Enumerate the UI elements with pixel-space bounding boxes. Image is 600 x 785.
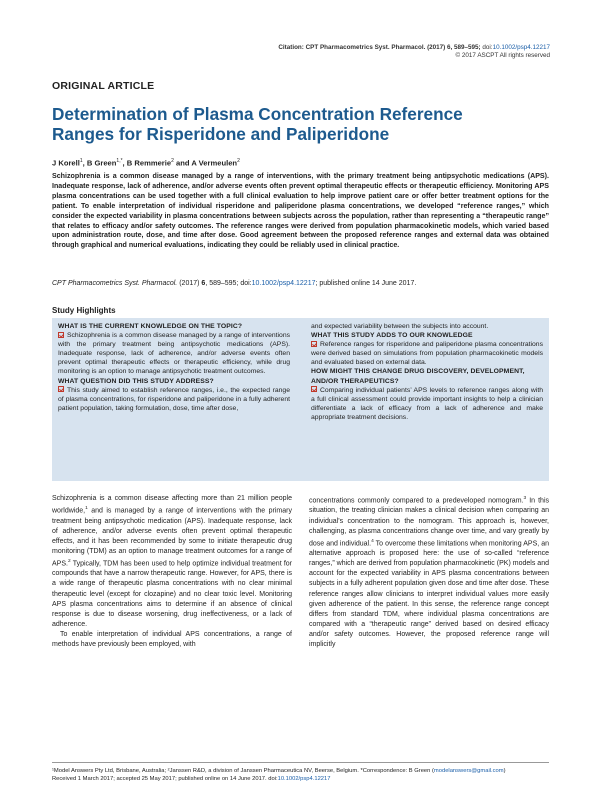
footnote-close: ): [503, 768, 506, 774]
footnote-divider: [52, 762, 549, 763]
reference-marker[interactable]: 1: [85, 506, 88, 512]
highlight-continuation: and expected variability between the subjects into account.: [311, 323, 489, 330]
highlight-answer: [58, 331, 290, 376]
author-affiliation: 2: [171, 158, 174, 164]
highlight-answer-text: Schizophrenia is a common disease managed by a range of interventions with the primary treatment being antipsychotic medications (APS). Inadequate response, lack of adherence, and/or adverse events often prevent optimal therapeutic effects or therapeutic efficiency, while drug monitoring is an option to manage antipsychotic treatment outcomes.: [58, 332, 290, 376]
abstract-citation-published: ; published online 14 June 2017.: [315, 280, 417, 287]
highlight-answer-text: This study aimed to establish reference ranges, i.e., the expected range of plasma concentrations, for risperidone and paliperidone in a fully adherent patient population, taking formulation, dose, time after dose,: [58, 386, 290, 412]
highlight-answer-text: Comparing individual patients’ APS levels to reference ranges along with a full clinical assessment could provide important insights to help a clinician differentiate a lack of efficacy from a lack of adherence and make appropriate treatment decisions.: [311, 386, 543, 421]
highlights-right-column: [311, 322, 543, 422]
highlight-answer-text: Reference ranges for risperidone and paliperidone plasma concentrations were derived based on simulations from population pharmacokinetic models and evaluated based on external data.: [311, 341, 543, 367]
highlight-question: WHAT THIS STUDY ADDS TO OUR KNOWLEDGE: [311, 332, 473, 340]
author-affiliation: 1: [79, 158, 83, 164]
author-list: [52, 158, 240, 168]
citation-doi-prefix: doi:: [482, 44, 493, 51]
body-paragraph: To enable interpretation of individual APS concentrations, a range of methods have previously been employed, with: [52, 630, 292, 648]
abstract-citation-volume: 6: [201, 280, 206, 287]
citation-copyright: © 2017 ASCPT All rights reserved: [455, 52, 550, 59]
abstract-citation-year: (2017): [179, 280, 200, 287]
body-text: In this situation, the treating clinician makes a clinical decision when comparing an individual’s concentration to the nomogram. This approach is, however, challenging, as plasma concentrations change over time, and vary greatly by dose and individual.: [309, 497, 550, 548]
abstract: Schizophrenia is a common disease managed by a range of interventions, with the primary treatment being antipsychotic medications (APS). Inadequate response, lack of adherence, and/or adverse events often prevent optimal therapeutic effects or therapeutic efficiency. Monitoring APS plasma concentrations can be used together with a full clinical evaluation to help improve patient care or offer better treatment options for the patient. To enable interpretation of individual risperidone and paliperidone plasma concentrations, we developed “reference ranges,” which consider the expected variability in plasma concentrations between subjects across the population, rather than representing a “therapeutic range” that relates to efficacy and/or safety outcomes. The reference ranges were derived from population pharmacokinetic models, which varied based upon administration route, dose, and time after dose. Good agreement between the proposed reference ranges and external data was obtained through graphical and numerical evaluations, indicating they could be reliably used in clinical practice.: [52, 172, 549, 250]
study-highlights-box: [52, 318, 549, 481]
body-column-left: [52, 494, 292, 650]
checkbox-icon: [58, 332, 64, 338]
highlight-answer: [58, 386, 290, 413]
citation-journal: CPT Pharmacometrics Syst. Pharmacol.: [305, 44, 426, 51]
citation-block: [230, 44, 550, 60]
footnote-received: Received 1 March 2017; accepted 25 May 2017; published online on 14 June 2017. doi:: [52, 775, 278, 782]
highlight-answer: [311, 340, 543, 367]
reference-marker[interactable]: 2: [67, 558, 71, 564]
checkbox-icon: [311, 386, 317, 392]
author-name: A Vermeulen: [191, 158, 238, 168]
study-highlights-heading: Study Highlights: [52, 306, 116, 315]
body-text: Typically, TDM has been used to help optimize individual treatment for compounds that have a narrow therapeutic range. However, for APS, there is a wide range of therapeutic plasma concentrations with no clear minimal therapeutic level (except for clozapine) and no clear toxic level. Monitoring APS plasma concentrations aims to determine if an absence of clinical response is due to disease worsening, drug ineffectiveness, or a lack of adherence.: [52, 560, 292, 628]
correspondence-email[interactable]: modelanswers@gmail.com: [433, 768, 504, 774]
author-name: B Remmerie: [126, 158, 172, 168]
abstract-citation-doi[interactable]: 10.1002/psp4.12217: [251, 280, 316, 287]
author-separator: ,: [82, 158, 87, 168]
reference-marker[interactable]: 4: [371, 538, 374, 544]
author-name: B Green: [86, 158, 117, 168]
highlight-question: WHAT QUESTION DID THIS STUDY ADDRESS?: [58, 377, 214, 385]
article-type: ORIGINAL ARTICLE: [52, 80, 155, 92]
author-name: J Korell: [52, 158, 80, 168]
checkbox-icon: [58, 386, 64, 392]
highlight-question: HOW MIGHT THIS CHANGE DRUG DISCOVERY, DEVELOPMENT, AND/OR THERAPEUTICS?: [311, 368, 525, 385]
footnote-doi[interactable]: 10.1002/psp4.12217: [277, 775, 331, 782]
abstract-citation: [52, 279, 549, 288]
reference-marker[interactable]: 3: [523, 496, 527, 501]
highlight-question: WHAT IS THE CURRENT KNOWLEDGE ON THE TOPIC?: [58, 323, 243, 330]
abstract-citation-journal: CPT Pharmacometrics Syst. Pharmacol.: [52, 280, 178, 287]
abstract-citation-pages: , 589–595; doi:: [205, 280, 252, 287]
checkbox-icon: [311, 341, 317, 347]
footnote-affiliations: ¹Model Answers Pty Ltd, Brisbane, Australia; ²Janssen R&D, a division of Janssen Pharmaceutica NV, Beerse, Belgium. *Correspondence: B Green (: [52, 768, 434, 774]
author-separator: and: [173, 158, 192, 168]
author-affiliation: 1,*: [116, 158, 123, 164]
author-separator: ,: [122, 158, 127, 168]
citation-doi-link[interactable]: 10.1002/psp4.12217: [492, 44, 550, 51]
body-text: and is managed by a range of interventions with the primary treatment being antipsychotic medication (APS). Inadequate response, lack of adherence, and/or adverse events often prevent optimal therapeutic effects, and it has been recommended by some to initiate therapeutic drug monitoring (TDM) as an option to manage treatment outcomes for a range of APS.: [52, 507, 292, 568]
citation-volume: (2017) 6, 589–595;: [427, 44, 481, 51]
body-text: Schizophrenia is a common disease affecting more than 21 million people worldwide,: [52, 495, 292, 515]
footnote: [52, 768, 549, 783]
article-title: Determination of Plasma Concentration Reference Ranges for Risperidone and Paliperidone: [52, 104, 463, 144]
highlights-left-column: [58, 322, 290, 413]
body-text: To overcome these limitations when monitoring APS, an alternative approach is proposed here: the use of so-called “reference ranges,” which are derived from population pharmacokinetic (PK) models and account for the expected variability in APS plasma concentrations between subjects in a fully adherent population given dose and time after dose. These reference ranges allow clinicians to interpret individual values more easily given adherence of the patient. In this sense, the reference range concept differs from standard TDM, where individual plasma concentrations are compared with a “therapeutic range” derived based on desired efficacy and/or safety outcomes. However, the proposed reference range will implicitly: [309, 540, 549, 648]
body-paragraph: [52, 494, 292, 630]
body-column-right: [309, 494, 549, 650]
author-affiliation: 2: [237, 158, 240, 164]
body-paragraph: [309, 494, 549, 650]
body-text: concentrations commonly compared to a predeveloped nomogram.: [309, 497, 524, 505]
highlight-answer: [311, 386, 543, 422]
citation-label: Citation:: [278, 44, 304, 51]
